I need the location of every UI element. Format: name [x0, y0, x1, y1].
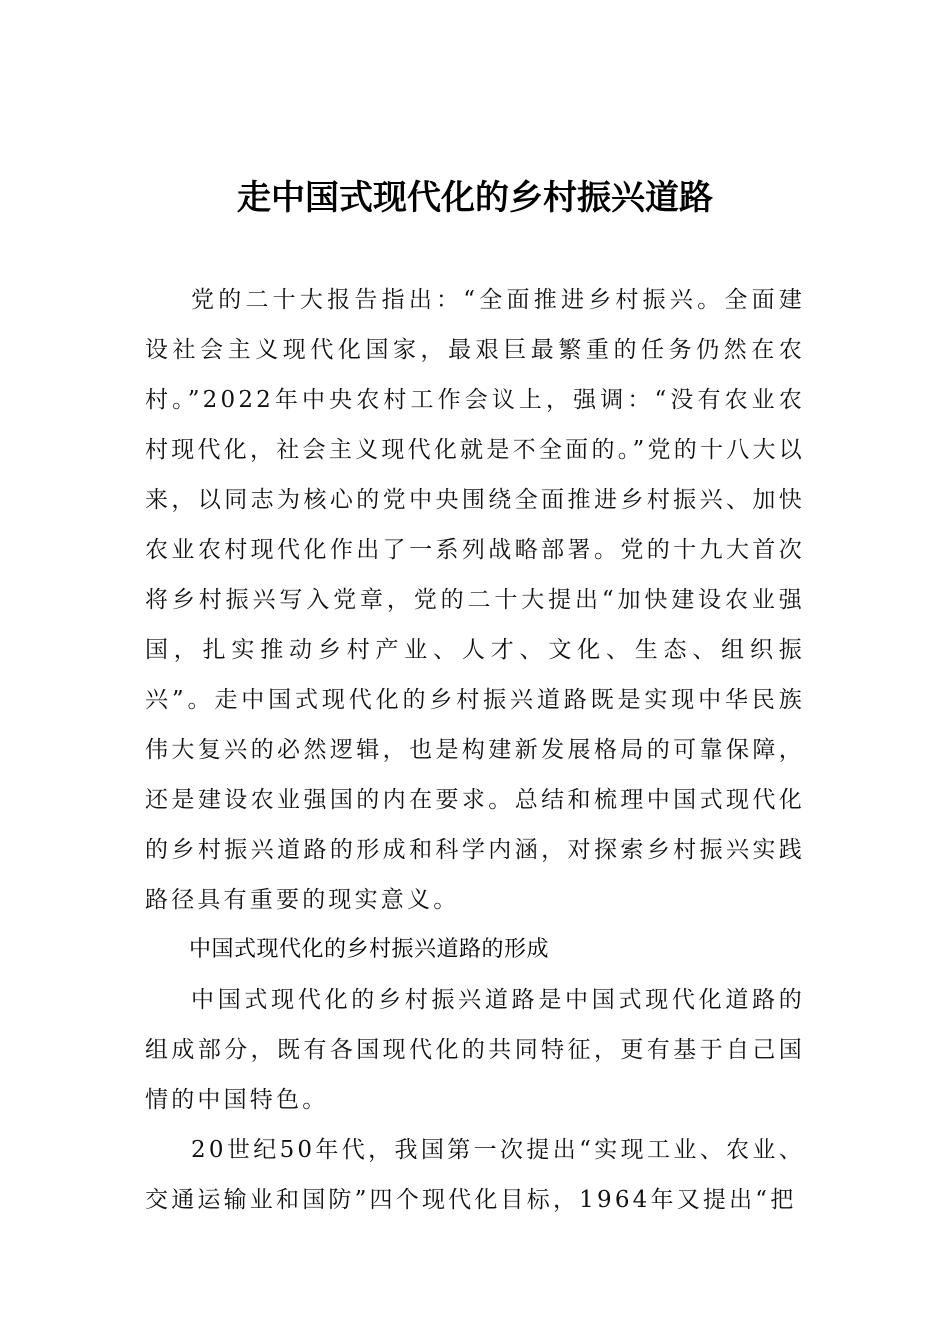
document-title: 走中国式现代化的乡村振兴道路	[237, 178, 713, 218]
section-paragraph-2: 20世纪50年代，我国第一次提出“实现工业、农业、交通运输业和国防”四个现代化目标，1964年又提出“把	[145, 1137, 805, 1213]
section-heading: 中国式现代化的乡村振兴道路的形成	[189, 937, 550, 962]
section-paragraph-1: 中国式现代化的乡村振兴道路是中国式现代化道路的组成部分，既有各国现代化的共同特征，更有基于自己国情的中国特色。	[145, 987, 805, 1113]
intro-paragraph: 党的二十大报告指出：“全面推进乡村振兴。全面建设社会主义现代化国家，最艰巨最繁重的任务仍然在农村。”2022年中央农村工作会议上，强调：“没有农业农村现代化，社会主义现代化就是不全面的。”党的十八大以来，以同志为核心的党中央围绕全面推进乡村振兴、加快农业农村现代化作出了一系列战略部署。党的十九大首次将乡村振兴写入党章，党的二十大提出“加快建设农业强国，扎实推动乡村产业、人才、文化、生态、组织振兴”。走中国式现代化的乡村振兴道路既是实现中华民族伟大复兴的必然逻辑，也是构建新发展格局的可靠保障，还是建设农业强国的内在要求。总结和梳理中国式现代化的乡村振兴道路的形成和科学内涵，对探索乡村振兴实践路径具有重要的现实意义。	[145, 287, 805, 913]
document-body	[145, 275, 805, 1225]
